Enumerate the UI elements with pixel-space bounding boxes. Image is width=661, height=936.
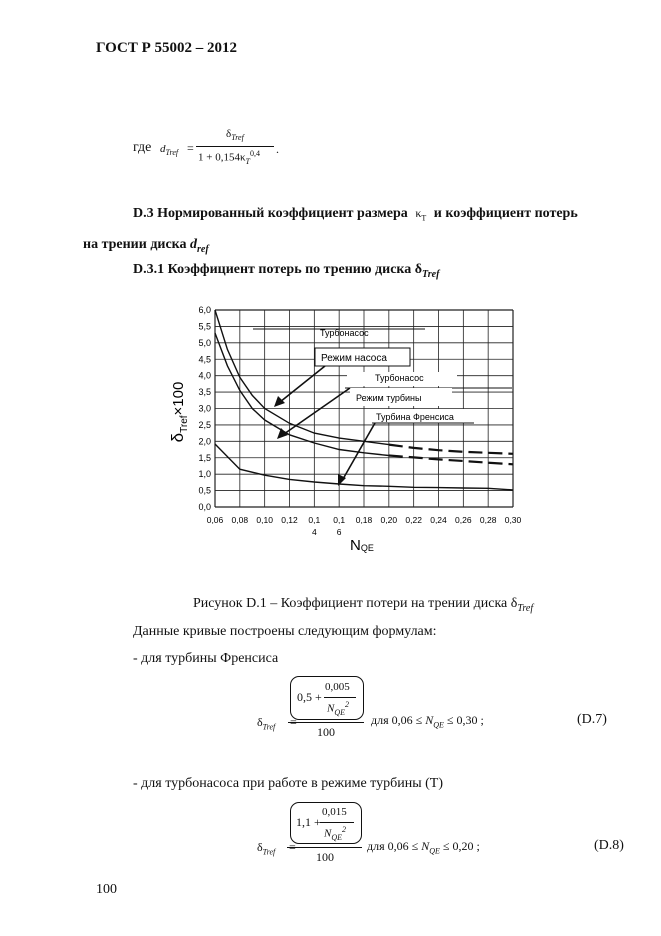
arrow-turbine xyxy=(284,388,350,434)
x-tick-label: 0,06 xyxy=(206,515,224,525)
arrow-pump xyxy=(280,366,325,402)
d7-inner-den: $N_{QE}^2$ xyxy=(327,700,350,717)
x-tick-label: 0,12 xyxy=(281,515,298,525)
d8-inner-num: 0,015 xyxy=(322,806,347,818)
d8-inner-bar xyxy=(320,822,354,823)
d7-inner-a: 0,5 + xyxy=(297,690,322,704)
disk-friction-chart xyxy=(160,282,535,557)
fraction-bar xyxy=(196,146,274,147)
label-francis: Турбина Френсиса xyxy=(376,412,454,422)
d8-den: 100 xyxy=(316,850,334,864)
d7-condition: для $0,06 \le N_{QE} \le 0,30$ ; xyxy=(371,713,484,730)
document-header: ГОСТ Р 55002 – 2012 xyxy=(96,40,238,56)
figure-caption: Рисунок D.1 – Коэффициент потери на трении диска $\delta_{Tref}$ xyxy=(193,596,534,614)
formula-end: . xyxy=(276,142,279,156)
series-line-2-dashed xyxy=(389,456,513,465)
d8-eq: = xyxy=(289,840,296,854)
d7-number: (D.7) xyxy=(577,712,607,727)
section-d3-title: D.3 Нормированный коэффициент размера $\kappa_T$ и коэффициент потерь xyxy=(133,206,578,223)
chart-y-ticks xyxy=(198,305,211,512)
label-turbine: Турбонасос xyxy=(375,373,424,383)
d8-inner-a: 1,1 + xyxy=(296,815,321,829)
label-pump-mode: Режим насоса xyxy=(321,353,387,364)
y-tick-label: 0,5 xyxy=(198,485,211,496)
d8-lhs: $\delta_{Tref}$ xyxy=(257,840,276,857)
svg-text:δTref×100: $\delta_{Tref}\times 100$ xyxy=(168,381,190,443)
y-tick-label: 4,5 xyxy=(198,354,211,365)
y-tick-label: 1,5 xyxy=(198,452,211,463)
y-tick-label: 2,5 xyxy=(198,419,211,430)
arrowhead-turbine xyxy=(277,428,288,439)
x-tick-label: 0,10 xyxy=(256,515,273,525)
list-item-francis: - для турбины Френсиса xyxy=(133,651,279,666)
y-tick-label: 2,0 xyxy=(198,436,211,447)
paragraph-curves: Данные кривые построены следующим формулам: xyxy=(133,624,437,639)
formula-lhs: $d_{Tref}$ xyxy=(160,143,179,158)
x-tick-label: 0,22 xyxy=(405,515,422,525)
d7-inner-num: 0,005 xyxy=(325,681,350,693)
x-tick-label: 0,28 xyxy=(479,515,497,525)
label-turbine-mode: Режим турбины xyxy=(356,393,422,403)
chart-y-label xyxy=(168,382,190,443)
d8-condition: для $0,06 \le N_{QE} \le 0,20$ ; xyxy=(367,839,480,856)
formula-numerator: $\delta_{Tref}$ xyxy=(226,128,244,143)
y-tick-label: 5,5 xyxy=(198,321,211,332)
d7-lhs: $\delta_{Tref}$ xyxy=(257,715,276,732)
d8-main-bar xyxy=(287,847,362,848)
series-line-1-dashed xyxy=(389,445,513,454)
list-item-turbopump: - для турбонасоса при работе в режиме турбины (Т) xyxy=(133,776,443,791)
formula-lead: где xyxy=(133,140,152,155)
page-number: 100 xyxy=(96,882,117,897)
y-tick-label: 3,5 xyxy=(198,387,211,398)
section-d3-title-line2: на трении диска $d_{ref}$ xyxy=(83,237,209,255)
arrowhead-pump xyxy=(274,396,285,407)
d8-number: (D.8) xyxy=(594,838,624,853)
section-d31-title: D.3.1 Коэффициент потерь по трению диска $\delta_{Tref}$ xyxy=(133,262,440,280)
y-tick-label: 3,0 xyxy=(198,403,211,414)
x-tick-label: 0,1 xyxy=(333,515,346,525)
x-tick-label-line2: 6 xyxy=(336,527,342,537)
label-pump: Турбонасос xyxy=(320,328,369,338)
x-tick-label-line2: 4 xyxy=(311,527,317,537)
y-tick-label: 0,0 xyxy=(198,502,211,512)
d7-main-bar xyxy=(288,722,364,723)
x-tick-label: 0,18 xyxy=(355,515,373,525)
chart-grid xyxy=(215,310,513,507)
y-tick-label: 5,0 xyxy=(198,337,211,348)
y-tick-label: 4,0 xyxy=(198,370,211,381)
d8-inner-den: $N_{QE}^2$ xyxy=(324,825,347,842)
x-tick-label: 0,26 xyxy=(455,515,472,525)
x-tick-label: 0,24 xyxy=(430,515,447,525)
chart-x-label: NQE xyxy=(350,537,374,554)
y-tick-label: 1,0 xyxy=(198,469,211,480)
chart-x-ticks xyxy=(207,515,522,537)
x-tick-label: 0,20 xyxy=(380,515,398,525)
d7-eq: = xyxy=(290,715,297,729)
formula-denominator: $1 + 0,154\kappa_T^{0,4}$ xyxy=(198,149,260,166)
d7-inner-bar xyxy=(324,697,356,698)
d7-den: 100 xyxy=(317,725,335,739)
formula-eq: = xyxy=(187,141,194,155)
x-tick-label: 0,08 xyxy=(231,515,249,525)
y-tick-label: 6,0 xyxy=(198,305,211,315)
x-tick-label: 0,30 xyxy=(504,515,522,525)
x-tick-label: 0,1 xyxy=(308,515,321,525)
